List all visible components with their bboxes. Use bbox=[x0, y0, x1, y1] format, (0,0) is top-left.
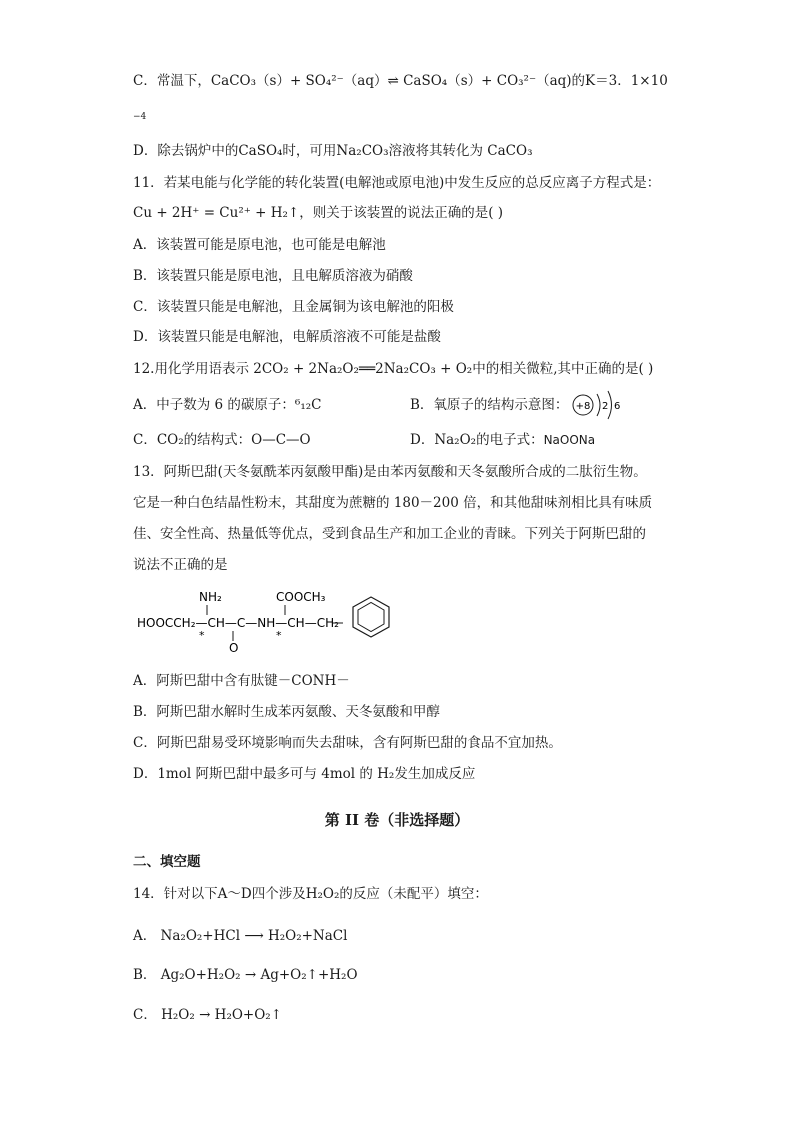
q13-option-b: B．阿斯巴甜水解时生成苯丙氨酸、天冬氨酸和甲醇 bbox=[133, 704, 440, 720]
q11-option-b: B．该装置只能是原电池，且电解质溶液为硝酸 bbox=[133, 268, 413, 284]
oxygen-atom-structure-diagram bbox=[570, 388, 630, 422]
q12-stem: 12.用化学用语表示 2CO₂ + 2Na₂O₂══2Na₂CO₃ + O₂中的相关微粒,其中正确的是( ) bbox=[133, 361, 654, 377]
nucleus-charge: +8 bbox=[575, 401, 591, 412]
chiral-center-2: * bbox=[276, 629, 282, 642]
q13-stem-line2: 它是一种白色结晶性粉末，其甜度为蔗糖的 180－200 倍，和其他甜味剂相比具有味质 bbox=[133, 495, 653, 511]
aspartame-structure-diagram bbox=[133, 585, 403, 657]
q14-stem: 14．针对以下A～D四个涉及H₂O₂的反应（未配平）填空： bbox=[133, 886, 488, 902]
q10-option-c-exponent: −4 bbox=[133, 112, 147, 122]
q11-option-d: D．该装置只能是电解池，电解质溶液不可能是盐酸 bbox=[133, 329, 441, 345]
q13-stem-line1: 13．阿斯巴甜(天冬氨酰苯丙氨酸甲酯)是由苯丙氨酸和天冬氨酸所合成的二肽衍生物。 bbox=[133, 464, 647, 480]
q11-option-c: C．该装置只能是电解池，且金属铜为该电解池的阳极 bbox=[133, 299, 454, 315]
methyl-ester-label: COOCH₃ bbox=[276, 590, 326, 604]
amino-group-label: NH₂ bbox=[199, 590, 222, 604]
section-subtitle: 二、填空题 bbox=[133, 854, 201, 870]
carbonyl-oxygen-label: O bbox=[229, 641, 239, 655]
electron-shell-2-arc bbox=[608, 391, 612, 419]
q12-option-b: B．氧原子的结构示意图： bbox=[410, 397, 569, 413]
q14-reaction-a: A． Na₂O₂+HCl ⟶ H₂O₂+NaCl bbox=[133, 928, 348, 944]
q13-option-a: A．阿斯巴甜中含有肽键－CONH－ bbox=[133, 673, 350, 689]
q14-reaction-b: B． Ag₂O+H₂O₂ → Ag+O₂↑+H₂O bbox=[133, 967, 358, 983]
main-chain-label: HOOCCH₂—CH—C—NH—CH—CH₂ bbox=[137, 616, 339, 630]
section-title: 第 II 卷（非选择题） bbox=[324, 811, 470, 829]
q12-option-d bbox=[410, 431, 595, 449]
q11-stem-line1: 11．若某电能与化学能的转化装置(电解池或原电池)中发生反应的总反应离子方程式是： bbox=[133, 175, 661, 191]
chiral-center-1: * bbox=[199, 629, 205, 642]
benzene-inner-ring bbox=[358, 603, 384, 632]
q10-option-d: D．除去锅炉中的CaSO₄时，可用Na₂CO₃溶液将其转化为 CaCO₃ bbox=[133, 143, 533, 159]
q13-stem-line3: 佳、安全性高、热量低等优点，受到食品生产和加工企业的青睐。下列关于阿斯巴甜的 bbox=[133, 526, 646, 542]
q12-option-c: C．CO₂的结构式：O—C—O bbox=[133, 432, 311, 448]
electron-shell-1-arc bbox=[597, 394, 600, 416]
q11-option-a: A．该装置可能是原电池，也可能是电解池 bbox=[133, 237, 386, 253]
q13-option-d: D．1mol 阿斯巴甜中最多可与 4mol 的 H₂发生加成反应 bbox=[133, 766, 476, 782]
electron-shell-2-count: 6 bbox=[614, 401, 621, 412]
q13-option-c: C．阿斯巴甜易受环境影响而失去甜味，含有阿斯巴甜的食品不宜加热。 bbox=[133, 735, 562, 751]
q13-stem-line4: 说法不正确的是 bbox=[133, 557, 228, 573]
q11-stem-line2: Cu + 2H⁺ = Cu²⁺ + H₂↑，则关于该装置的说法正确的是( ) bbox=[133, 205, 504, 221]
electron-shell-1-count: 2 bbox=[602, 401, 609, 412]
q14-reaction-c: C． H₂O₂ → H₂O+O₂↑ bbox=[133, 1007, 283, 1023]
sodium-peroxide-electron-formula: NaOONa bbox=[543, 433, 596, 447]
q10-option-c: C．常温下，CaCO₃（s）+ SO₄²⁻（aq）⇌ CaSO₄（s）+ CO₃²⁻（aq)的K＝3．1×10 bbox=[133, 73, 668, 89]
q12-option-a: A．中子数为 6 的碳原子：⁶₁₂C bbox=[133, 397, 322, 413]
q12-option-d-prefix: D．Na₂O₂的电子式： bbox=[410, 432, 544, 448]
